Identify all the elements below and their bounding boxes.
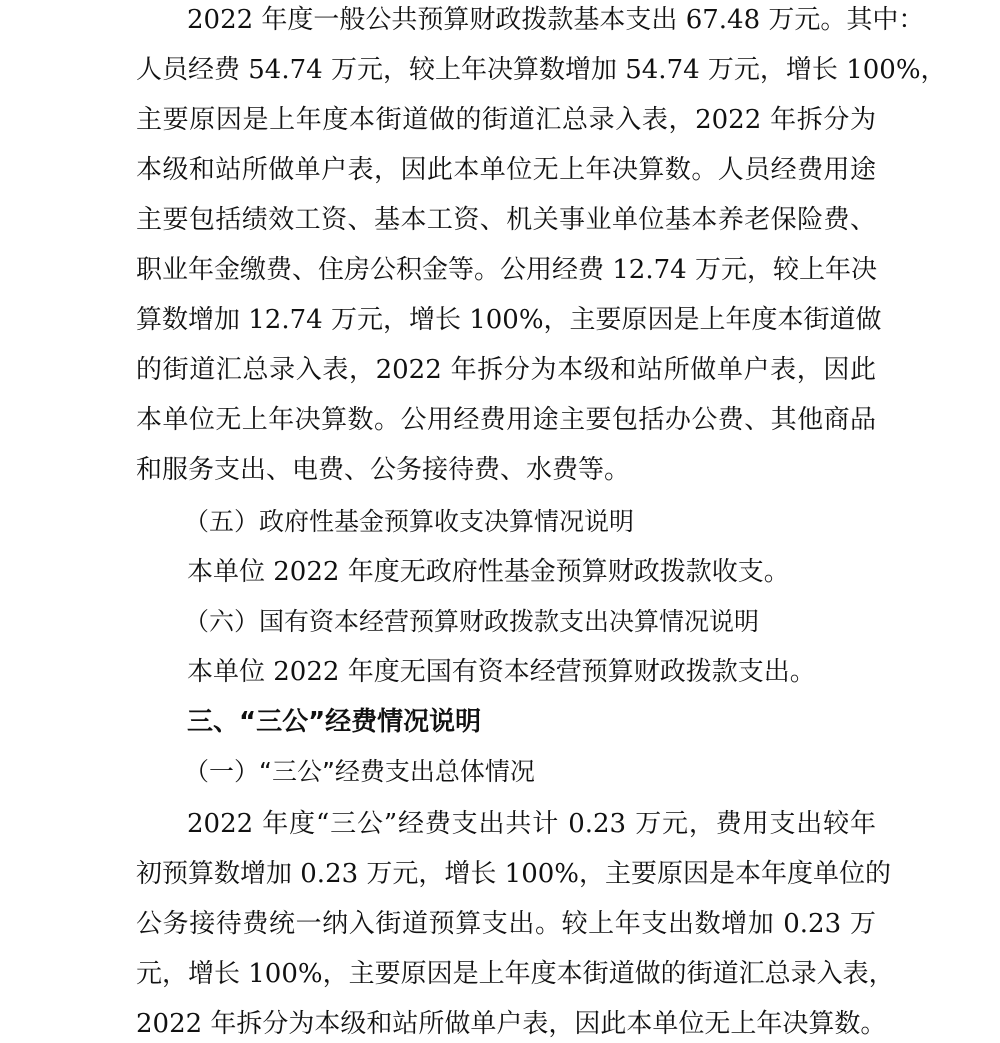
paragraph-line: 2022 年度“三公”经费支出共计 0.23 万元，费用支出较年 — [187, 809, 876, 839]
paragraph-line: 主要原因是上年度本街道做的街道汇总录入表，2022 年拆分为 — [136, 105, 876, 135]
paragraph-line: 初预算数增加 0.23 万元，增长 100%，主要原因是本年度单位的 — [136, 859, 892, 889]
section-heading-six: （六）国有资本经营预算财政拨款支出决算情况说明 — [184, 607, 760, 636]
paragraph-line: 2022 年拆分为本级和站所做单户表，因此本单位无上年决算数。 — [136, 1009, 887, 1039]
paragraph-line: 本单位 2022 年度无国有资本经营预算财政拨款支出。 — [187, 657, 816, 687]
paragraph-line: 和服务支出、电费、公务接待费、水费等。 — [136, 455, 631, 485]
paragraph-line: 2022 年度一般公共预算财政拨款基本支出 67.48 万元。其中： — [187, 5, 925, 35]
section-heading-three: 三、“三公”经费情况说明 — [187, 707, 482, 737]
section-heading-one: （一）“三公”经费支出总体情况 — [184, 757, 535, 786]
paragraph-line: 算数增加 12.74 万元，增长 100%，主要原因是上年度本街道做 — [136, 305, 882, 335]
paragraph-line: 元，增长 100%，主要原因是上年度本街道做的街道汇总录入表， — [136, 959, 895, 989]
paragraph-line: 的街道汇总录入表，2022 年拆分为本级和站所做单户表，因此 — [136, 355, 876, 385]
paragraph-line: 本级和站所做单户表，因此本单位无上年决算数。人员经费用途 — [136, 155, 876, 185]
paragraph-line: 公务接待费统一纳入街道预算支出。较上年支出数增加 0.23 万 — [136, 909, 876, 939]
section-heading-five: （五）政府性基金预算收支决算情况说明 — [184, 507, 635, 536]
paragraph-line: 主要包括绩效工资、基本工资、机关事业单位基本养老保险费、 — [136, 205, 876, 235]
paragraph-line: 本单位无上年决算数。公用经费用途主要包括办公费、其他商品 — [136, 405, 876, 435]
paragraph-line: 职业年金缴费、住房公积金等。公用经费 12.74 万元，较上年决 — [136, 255, 877, 285]
paragraph-line: 本单位 2022 年度无政府性基金预算财政拨款收支。 — [187, 557, 790, 587]
paragraph-line: 人员经费 54.74 万元，较上年决算数增加 54.74 万元，增长 100%， — [136, 55, 947, 85]
